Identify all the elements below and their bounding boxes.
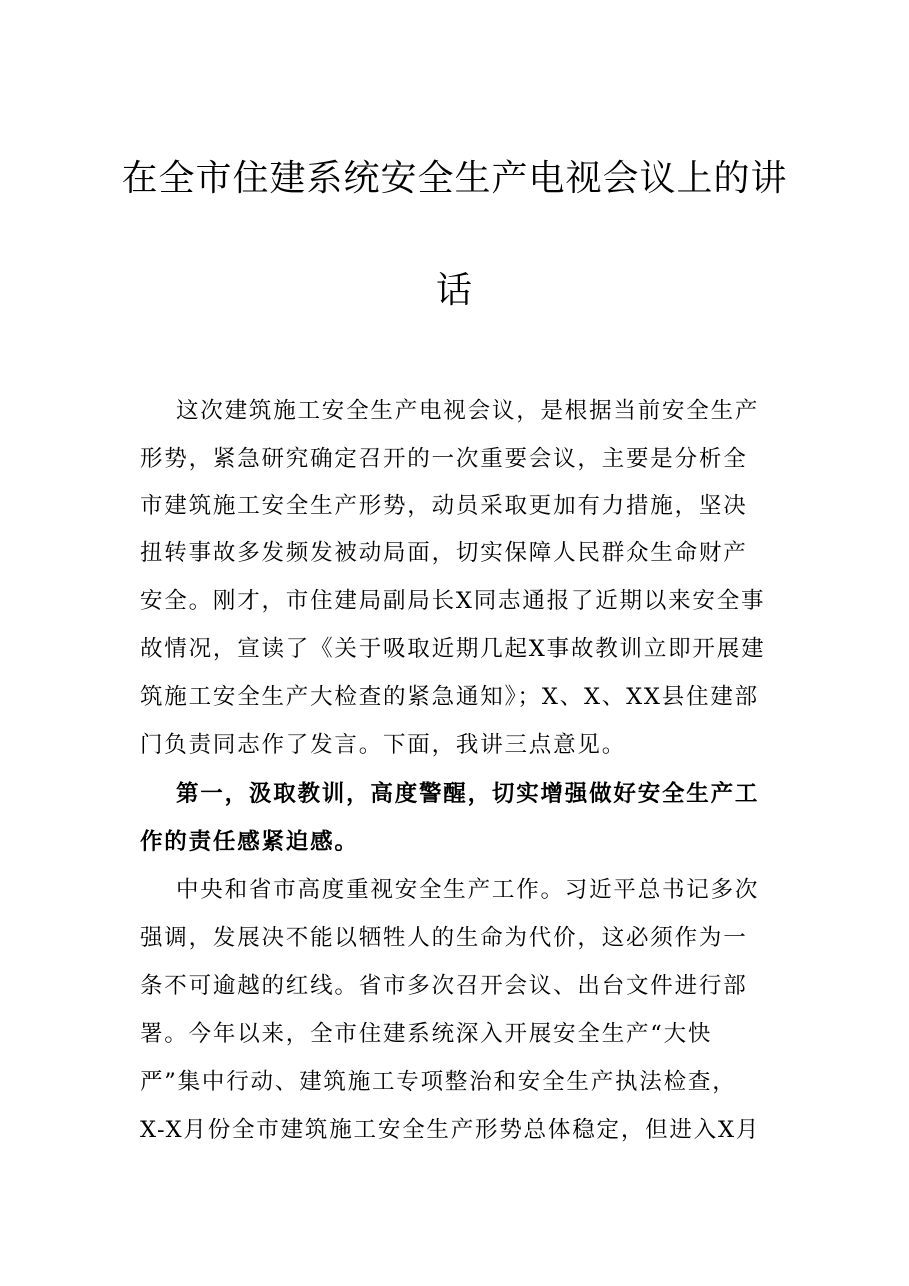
paragraph-1-line: 安全。刚才，市住建局副局长X同志通报了近期以来安全事 bbox=[140, 588, 766, 614]
paragraph-1-line: 筑施工安全生产大检查的紧急通知》；X、X、XX县住建部 bbox=[140, 684, 759, 710]
paragraph-1-line: 扭转事故多发频发被动局面，切实保障人民群众生命财产 bbox=[140, 540, 748, 566]
paragraph-2-line: 署。今年以来，全市住建系统深入开展安全生产“大快 bbox=[140, 1021, 713, 1047]
paragraph-2-line: 严”集中行动、建筑施工专项整治和安全生产执法检查， bbox=[140, 1069, 737, 1095]
paragraph-2-line: 条不可逾越的红线。省市多次召开会议、出台文件进行部 bbox=[140, 973, 748, 999]
paragraph-1-line: 故情况，宣读了《关于吸取近期几起X事故教训立即开展建 bbox=[140, 636, 766, 662]
paragraph-1-line: 市建筑施工安全生产形势，动员采取更加有力措施，坚决 bbox=[140, 493, 748, 519]
paragraph-2-line: X-X月份全市建筑施工安全生产形势总体稳定，但进入X月 bbox=[140, 1117, 761, 1143]
paragraph-2-line: 强调，发展决不能以牺牲人的生命为代价，这必须作为一 bbox=[140, 925, 748, 951]
paragraph-1-line: 形势，紧急研究确定召开的一次重要会议，主要是分析全 bbox=[140, 446, 748, 472]
section-heading-line: 作的责任感紧迫感。 bbox=[140, 829, 359, 855]
paragraph-2-line: 中央和省市高度重视安全生产工作。习近平总书记多次 bbox=[176, 877, 760, 903]
document-title-line-2: 话 bbox=[435, 270, 473, 311]
paragraph-1-line: 这次建筑施工安全生产电视会议，是根据当前安全生产 bbox=[176, 398, 760, 424]
paragraph-1-line: 门负责同志作了发言。下面，我讲三点意见。 bbox=[140, 732, 627, 758]
section-heading-line: 第一，汲取教训，高度警醒，切实增强做好安全生产工 bbox=[176, 781, 760, 807]
document-title-line-1: 在全市住建系统安全生产电视会议上的讲 bbox=[121, 158, 788, 199]
